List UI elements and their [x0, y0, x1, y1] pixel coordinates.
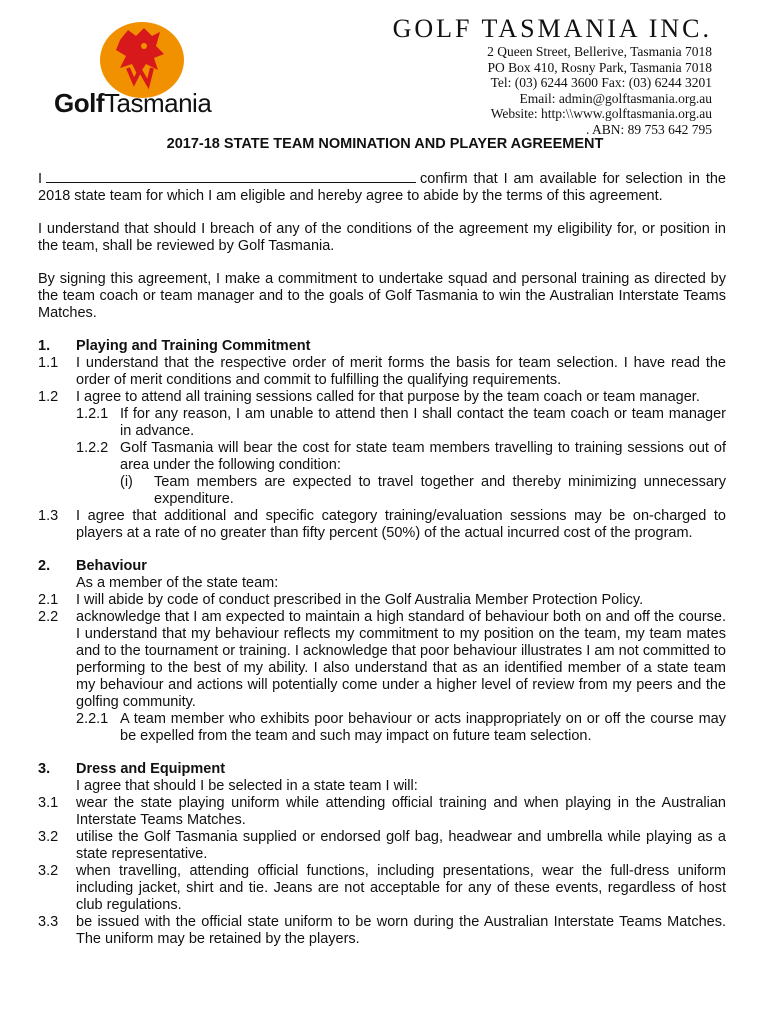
clause-3-3: 3.3 be issued with the official state uniform to be worn during the Australian Interstate Teams Matches. The uniform may be retained by the players. [38, 914, 726, 947]
email-line: Email: admin@golftasmania.org.au [519, 90, 712, 106]
intro-breach: I understand that should I breach of any of the conditions of the agreement my eligibility for, or position in the team, shall be reviewed by Golf Tasmania. [38, 221, 726, 254]
section-behaviour [38, 558, 726, 745]
clause-2-1: 2.1 I will abide by code of conduct prescribed in the Golf Australia Member Protection Policy. [38, 592, 644, 608]
document-title: 2017-18 STATE TEAM NOMINATION AND PLAYER AGREEMENT [166, 136, 604, 152]
logo-wordmark [54, 88, 211, 119]
i-label: I [38, 171, 43, 187]
clause-2-2: 2.2 acknowledge that I am expected to maintain a high standard of behaviour both on and off the course. I understand that my behaviour reflects my commitment to my position on the team, my team mates and to the tournament or training. I acknowledge that poor behaviour illustrates I am not committed to performing to the best of my ability. I also understand that as an identified member of a state team my behaviour and actions will potentially come under a higher level of review from my peers and the golfing community. [38, 609, 726, 710]
clause-1-2-2: 1.2.2 Golf Tasmania will bear the cost for state team members travelling to training sessions out of area under the following condition: [76, 440, 726, 473]
section-heading: 1. Playing and Training Commitment [38, 338, 311, 354]
clause-1-2-2-i: (i) Team members are expected to travel together and thereby minimizing unnecessary expenditure. [120, 474, 726, 507]
logo-word-bold: Golf [54, 88, 104, 118]
intro-confirm [38, 170, 726, 205]
agreement-body [38, 170, 726, 964]
name-blank-field[interactable] [46, 170, 416, 183]
website-line: Website: http:\\www.golftasmania.org.au [490, 106, 712, 121]
section-dress-equipment [38, 761, 726, 948]
clause-2-2-1: 2.2.1 A team member who exhibits poor behaviour or acts inappropriately on or off the course may be expelled from the team and such may impact on future team selection. [76, 711, 726, 744]
confirm-text: confirm that I am available for selection in the 2018 state team for which I am eligible and hereby agree to abide by the terms of this agreement. [38, 171, 726, 204]
org-header [393, 14, 712, 137]
clause-3-2b: 3.2 when travelling, attending official functions, including presentations, wear the full-dress uniform including jacket, shirt and tie. Jeans are not acceptable for any of these events, regardless of host club regulations. [38, 863, 726, 913]
intro-commitment: By signing this agreement, I make a commitment to undertake squad and personal training as directed by the team coach or team manager and to the goals of Golf Tasmania to win the Australian Interstate Teams Matches. [38, 271, 726, 321]
section-heading: 3. Dress and Equipment [38, 761, 226, 777]
abn-line: . ABN: 89 753 642 795 [585, 121, 712, 137]
section-playing-training [38, 338, 726, 542]
clause-1-2-1: 1.2.1 If for any reason, I am unable to attend then I shall contact the team coach or team manager in advance. [76, 406, 726, 439]
clause-3-1: 3.1 wear the state playing uniform while attending official training and when playing in the Australian Interstate Teams Matches. [38, 795, 726, 828]
logo-word-regular: Tasmania [104, 88, 212, 118]
lion-emblem-icon [98, 18, 188, 98]
clause-1-1: 1.1 I understand that the respective order of merit forms the basis for team selection. I have read the order of merit conditions and commit to fulfilling the qualifying requirements. [38, 355, 726, 388]
section-heading: 2. Behaviour [38, 558, 147, 574]
org-name: GOLF TASMANIA INC. [392, 14, 712, 43]
section-lead: As a member of the state team: [76, 575, 279, 591]
postal-line: PO Box 410, Rosny Park, Tasmania 7018 [487, 59, 712, 75]
section-lead: I agree that should I be selected in a state team I will: [76, 778, 418, 794]
clause-1-3: 1.3 I agree that additional and specific category training/evaluation sessions may be on-charged to players at a rate of no greater than fifty percent (50%) of the actual incurred cost of the program. [38, 508, 726, 541]
address-line: 2 Queen Street, Bellerive, Tasmania 7018 [487, 44, 712, 59]
clause-3-2: 3.2 utilise the Golf Tasmania supplied or endorsed golf bag, headwear and umbrella while playing as a state representative. [38, 829, 726, 862]
phone-line: Tel: (03) 6244 3600 Fax: (03) 6244 3201 [490, 75, 712, 90]
clause-1-2: 1.2 I agree to attend all training sessions called for that purpose by the team coach or team manager. [38, 389, 700, 405]
